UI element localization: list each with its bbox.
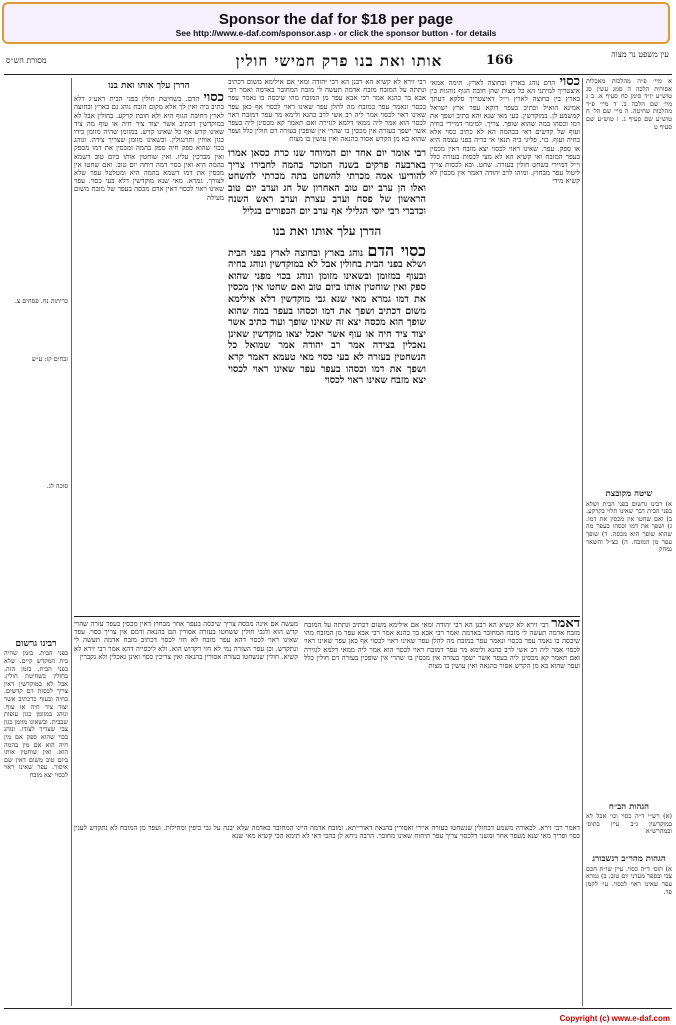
sponsor-title: Sponsor the daf for $18 per page [218,11,454,28]
ein-mishpat-text: א מיי׳ פ״ה מהלכות מאכלות אסורות הלכה ה סמג עשין סג טוש״ע יו״ד סימן כח סעיף א. ב ג מיי׳ שם הלכה ב. ד מיי׳ פ״ד מהלכות שחיטה. ה מיי׳ שם הל׳ ח טוש״ע שם סעיף ג. ו טוש״ע שם סעיף ט [586,78,672,131]
page-number: 166 [486,53,514,68]
rabbeinu-gershom-text: בפני הבית. בזמן שהיה בית המקדש קיים. שלא בפני הבית. בזמן הזה. בחולין בשחיטת חולין. אבל לא במוקדשין דאין צריך לכסות דם קדשים. בחיה ובעוף כדכתיב אשר יצוד ציד חיה או עוף. ונוהג במזומן כגון עופות שבבית. ובשאינו מזומן כגון צבי שצריך לצודו. ונוהג בכוי שהוא ספק אם מין חיה הוא אם מין בהמה הוא. ואין שוחטין אותו ביום טוב משום דאין שם איסור. עפר שאינו ראוי לכסוי יצא מזבח [4,649,68,779]
lower-gemara-column [304,620,580,820]
rashi-text: הדם. בשחיטת חולין בפני הבית דאע״ג דלא כתיב ביה ואין לך אלא מקום הזבח נוהג גם בארץ ובחוצה לארץ דחובת הגוף היא ולא חובת קרקע. בחולין אבל לא במוקדשין דכתיב אשר יצוד ציד חיה או עוף מה ציד שאינו קדש אף כל שאינו קדש. במזומן שהיה מזומן בידו כגון אווזין ותרנגולין. ובשאינו מזומן שצריך צידה. ונוהג בכוי שהוא ספק חיה ספק בהמה ומכסין את דמו מספק ואין מברכין עליו. ואין שוחטין אותו ביום טוב דשמא בהמה היא ואין כסוי דמה דוחה יום טוב. ואם שחטו אין מכסין את דמו דשמא בהמה היא ומטלטל עפר שלא לצורך. גמרא. מאי שנא מוקדשין דלא בעי כסוי. עפר שאינו ראוי לכסוי דאין אדם מכסה בעפר של מזבח משום מעילה [74,95,224,202]
left-margin [4,78,68,1006]
bottom-rule [4,1008,672,1009]
gemara-text: אומר יום אחד יום המיוחד שנו כרת כסאן אמרו בארבעה פרקים בשנה המוכר בהמה לחבירו צריך להודיעו אמה מכרתי להשחט בתה מכרתי להשחט ואלו הן ערב יום טוב האחרון של חג וערב יום טוב הראשון של פסח וערב עצרת וערב ראש השנה וכדברי רבי יוסי הגלילי אף ערב יום הכפורים בגליל [228,148,426,217]
shita-mekubetzet-heading: שיטה מקובצת [605,489,653,499]
right-margin [586,78,672,1006]
sponsor-subtitle: See http://www.e-daf.com/sponsor.asp - or click the sponsor button - for details [175,28,497,38]
masoret-ref-3: סוכה לג. [46,482,68,491]
page-header [4,50,672,74]
rashi-column [74,78,224,614]
lower-tosafot-text: דאמר רבי זירא. לכאורה משמע דבחולין שנשחטו בעזרה איירי ואסורין בהנאה דאורייתא. ומזבח אדמה היינו המחובר באדמה שלא יבנה על גבי כיפין ומחילות. ועפר מן המזבח לא נתקדש לענין כסוי ופריך מאי שנא מעפר אחר ומשני דלכסוי צריך עפר תיחוח שאינו מחובר. הרבה ניחא לן בהכי דאי לא תימא הכי קשיא מאי שנא [74,824,580,841]
masoret-ref-1: כריתות נח. פסחים צ. [14,297,68,305]
lower-gemara-opening-word: דאמר [551,620,580,631]
rabbeinu-gershom-heading: רבינו גרשום [15,638,57,649]
chapter-opening-word: כסוי הדם [367,240,426,260]
hagahot-heading: הגהות מהר״ב רנשבורג [592,854,666,865]
rashi-opening-word: כסוי [203,90,224,106]
masoret-ref-2: זבחים קז: ע״ש [31,354,68,363]
lower-rashi-text: מעשה אם אינה מכסה צריך שיכסה בעפר אחר מבחוץ דאין מכסין בעפר עזרה שהרי קדש הוא ולגבי חולין ששחטו בעזרה אסורין הם בהנאה ודמם אין צריך כסוי. עפר שאינו ראוי לכסוי דהא עפר מזבח לא חזי לכסוי דכתיב מזבח אדמה תעשה לי ונתקדש. וכן עפר העזרה נמי לא חזי דקדוש הוא. ולא ליכסייה דהא אמר רבי זירא לא קשיא. חולין שנשחטו בעזרה אסורין בהנאה ואין צריכין כסוי ואינן נאכלין ולא נקברין [74,620,298,661]
page-title: אותו ואת בנו פרק חמישי חולין [235,52,443,70]
copyright-notice[interactable]: Copyright (c) www.e-daf.com [559,1014,670,1023]
tosafot-text: הדם נוהג בארץ ובחוצה לארץ. תימה אמאי איצטריך למיתני הא כל מצות שהן חובת הגוף נוהגות בין בארץ בין בחוצה לארץ וי״ל דאיצטריך סלקא דעתך אמינא הואיל וכתיב בעפר דוקא עפר ארץ ישראל קמשמע לן. במוקדשין. בעי מאי שנא והא כתיב ושפך את דמו וכסהו במה שהוא שופך. צריך. למימר דמיירי בחיה ועוף של קדשים דאי בבהמה הא לא כתיב כסוי אלא בחיה ועוף. כוי. פליגי ביה תנאי אי בריה בפני עצמה היא או ספק. עפר. שאינו ראוי לכסוי יצא מזבח דאין מכסין בעפר המזבח ואי קשיא הא לא מצי לכסות בעזרה כלל וי״ל דמיירי בשחט חולין בעזרה. שחט. ובא לכסות צריך ליטול עפר מבחוץ. ומיהו לרב יהודה דאמר אין מכסין לא קשיא מידי [430,79,580,186]
header-rule [4,74,672,75]
rashi-hadran: הדרן עלך אותו ואת בנו [108,81,190,91]
ein-mishpat-label: עין משפט נר מצוה [611,50,669,59]
shita-mekubetzet-text: א) רבינו גרשום בפני הבית ושלא בפני הבית דבר שאינו תלוי בקרקע. ב) ואם שחטו אין מכסין את דמו. ג) ושפך את דמו וכסהו בעפר מה שהוא שופך הוא מכסה. ד) שופך עפר מן המזבח. ה) כצ״ל והשאר נמחק [586,499,672,554]
gemara-top-text: רבי זירא לא קשיא הא רבנן הא רבי יהודה ומאי אם אילימא משום דכתיב ונתתה על המזבח מזבח אדמה תעשה לי מזבח המחובר באדמה ואמר רבי אבא בר כהנא אמר רבי אבא עפר מן המזבח מהו שיכסה בו נאמר עפר בכסוי ונאמר עפר במזבח מה להלן עפר שאינו ראוי לכסוי אף כאן עפר שאינו ראוי לכסוי אמר ליה רב אשי לרב כהנא ולימא מר עפר דמזבח ראוי לכסוי הוא אמר ליה ממאי דלמא לגזירה ואם תאמר קא מכסינן ליה בעפר אשר ישפך בעזרה אין מכסין בו שהרי אין שופכין בעזרה דם חולין כלל ועפר שהוא בא מן הקדש אסור בהנאה ואין עושין בו מצות [228,78,426,144]
left-margin-divider [71,78,72,1006]
lower-tosafot-column [74,824,580,1006]
hagahot-habach-heading: הגהות הב״ח [608,801,650,812]
lower-gemara-text: רבי זירא לא קשיא הא רבנן הא רבי יהודה ומאי אם אילימא משום דכתיב ונתתה על המזבח מזבח אדמה תעשה לי מזבח המחובר באדמה ואמר רבי אבא בר כהנא אמר רבי אבא עפר מן המזבח מהו שיכסה בו נאמר עפר בכסוי ונאמר עפר במזבח מה להלן עפר שאינו ראוי לכסוי אף כאן עפר שאינו ראוי לכסוי אמר ליה רב אשי לרב כהנא ולימא מר עפר דמזבח ראוי לכסוי הוא אמר ליה ממאי דלמא לגזירה ואם תאמר קא מכסינן ליה בעפר אשר ישפך בעזרה אין מכסין בו שהרי אין שופכין בעזרה דם חולין כלל ועפר שהוא בא מן הקדש אסור בהנאה ואין עושין בו מצות [304,621,580,671]
tosafot-column [430,78,580,614]
lower-section-rule [74,616,580,617]
sponsor-banner[interactable] [2,2,670,44]
chapter-end-hadran: הדרן עלך אותו ואת בנו [272,223,382,238]
gemara-opening-word: רבי [414,148,426,159]
tosafot-opening-word: כסוי [559,78,580,89]
lower-rashi-column [74,620,298,820]
masoret-hashas-label: מסורת הש״ס [6,56,47,65]
talmud-page [4,50,672,1008]
hagahot-text: א) תוס׳ ד״ה כסוי. עיין שו״ת חכם צבי ובספר מעדני יום טוב. ב) גמרא עפר שאינו ראוי לכסוי. עי׳ לקמן פד. [586,864,672,896]
hagahot-habach-text: (א) רש״י ד״ה כסוי וכו׳ אבל לא במוקדשין נ״ב עיין בתוס׳ ובמהרש״א [586,812,672,836]
chapter-mishna-text: נוהג בארץ ובחוצה לארץ בפני הבית ושלא בפני הבית בחולין אבל לא במוקדשין ונוהג בחיה ובעוף במזומן ובשאינו מזומן ונוהג בכוי מפני שהוא ספק ואין שוחטין אותו ביום טוב ואם שחטו אין מכסין את דמו גמרא מאי שנא גבי מוקדשין דלא אילימא משום דכתיב ושפך את דמו וכסהו בעפר במה שהוא שופך הוא מכסה יצא זה שאינו שופך ועוד כתיב אשר יצוד ציד חיה או עוף אשר יאכל יצאו מוקדשין שאינן נאכלין בצידה אמר רב יהודה אמר שמואל כל הנשחטין בעזרה לא בעי כסוי מאי טעמא דאמר קרא ושפך את דמו וכסהו בעפר עפר שאינו ראוי לכסוי יצא מזבח שאינו ראוי לכסוי [228,247,426,387]
right-margin-divider [582,78,583,1006]
gemara-column [228,78,426,614]
